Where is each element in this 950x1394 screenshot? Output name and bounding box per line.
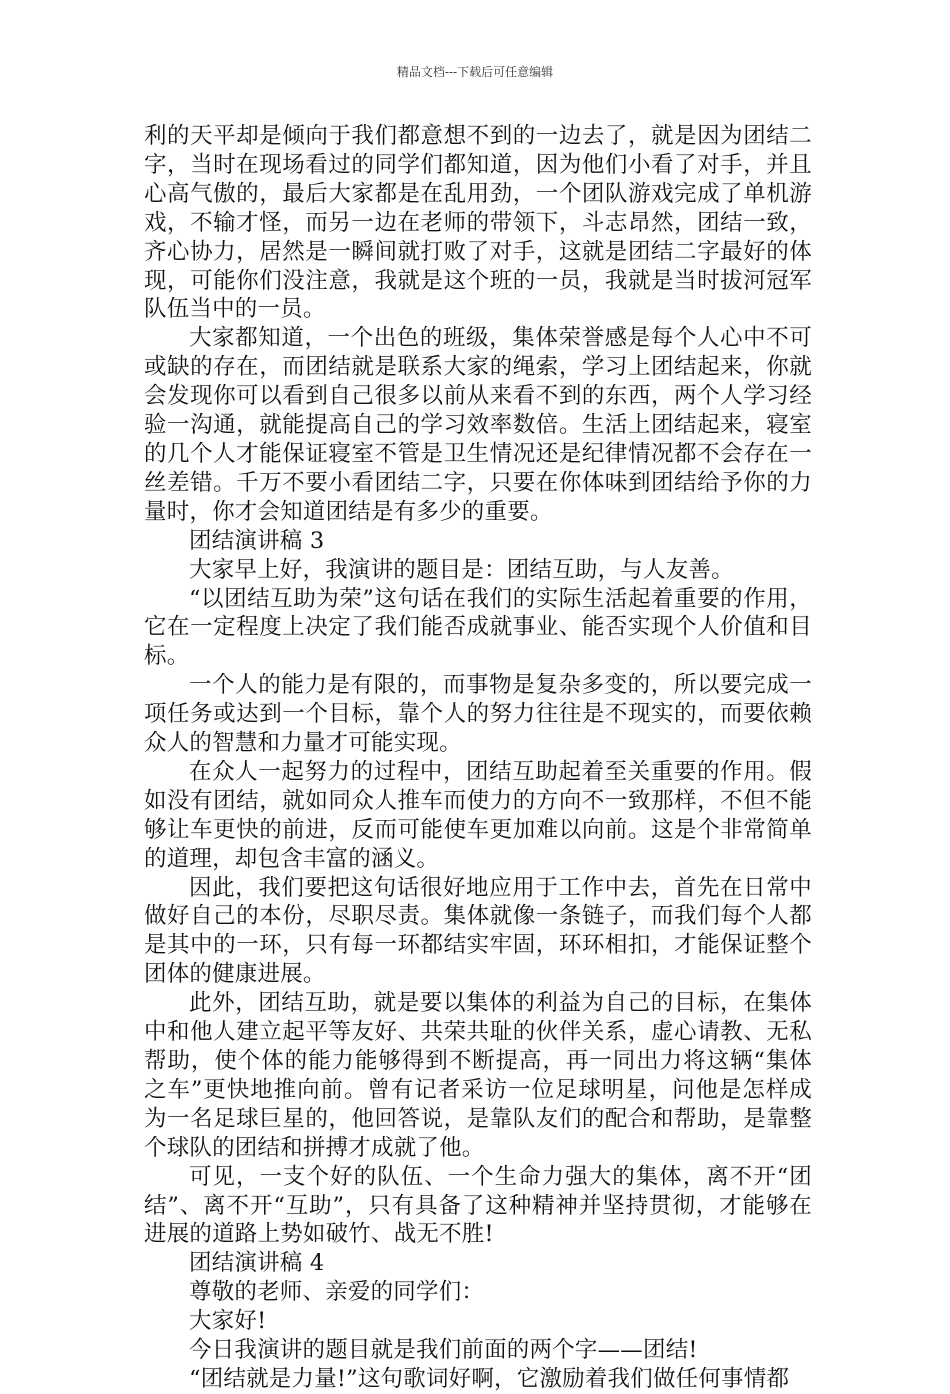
document-body <box>144 122 812 1394</box>
paragraph: “团结就是力量!”这句歌词好啊，它激励着我们做任何事情都 <box>189 1365 790 1392</box>
paragraph: 利的天平却是倾向于我们都意想不到的一边去了，就是因为团结二字，当时在现场看过的同学们都知道，因为他们小看了对手，并且心高气傲的，最后大家都是在乱用劲，一个团队游戏完成了单机游戏，不输才怪，而另一边在老师的带领下，斗志昂然，团结一致，齐心协力，居然是一瞬间就打败了对手，这就是团结二字最好的体现，可能你们没注意，我就是这个班的一员，我就是当时拔河冠军队伍当中的一员。 <box>144 123 812 323</box>
paragraph: 一个人的能力是有限的，而事物是复杂多变的，所以要完成一项任务或达到一个目标，靠个人的努力往往是不现实的，而要依赖众人的智慧和力量才可能实现。 <box>144 672 812 757</box>
paragraph: 在众人一起努力的过程中，团结互助起着至关重要的作用。假如没有团结，就如同众人推车而使力的方向不一致那样，不但不能够让车更快的前进，反而可能使车更加难以向前。这是个非常简单的道理，却包含丰富的涵义。 <box>144 758 812 872</box>
salutation: 尊敬的老师、亲爱的同学们： <box>189 1279 485 1306</box>
section-title: 团结演讲稿 4 <box>189 1250 325 1277</box>
greeting: 大家好! <box>189 1308 267 1335</box>
paragraph: 大家都知道，一个出色的班级，集体荣誉感是每个人心中不可或缺的存在，而团结就是联系大家的绳索，学习上团结起来，你就会发现你可以看到自己很多以前从来看不到的东西，两个人学习经验一沟通，就能提高自己的学习效率数倍。生活上团结起来，寝室的几个人才能保证寝室不管是卫生情况还是纪律情况都不会存在一丝差错。千万不要小看团结二字，只要在你体味到团结给予你的力量时，你才会知道团结是有多少的重要。 <box>144 325 812 525</box>
paragraph: 可见，一支个好的队伍、一个生命力强大的集体，离不开“团结”、离不开“互助”，只有具备了这种精神并坚持贯彻，才能够在进展的道路上势如破竹、战无不胜! <box>144 1163 812 1248</box>
paragraph: 大家早上好，我演讲的题目是：团结互助，与人友善。 <box>189 556 734 583</box>
paragraph: 今日我演讲的题目就是我们前面的两个字——团结! <box>189 1337 698 1364</box>
paragraph: “以团结互助为荣”这句话在我们的实际生活起着重要的作用，它在一定程度上决定了我们能否成就事业、能否实现个人价值和目标。 <box>144 585 812 670</box>
paragraph: 此外，团结互助，就是要以集体的利益为自己的目标，在集体中和他人建立起平等友好、共荣共耻的伙伴关系，虚心请教、无私帮助，使个体的能力能够得到不断提高，再一同出力将这辆“集体之车”更快地推向前。曾有记者采访一位足球明星，问他是怎样成为一名足球巨星的，他回答说，是靠队友们的配合和帮助，是靠整个球队的团结和拼搏才成就了他。 <box>144 990 812 1161</box>
section-title: 团结演讲稿 3 <box>189 527 325 554</box>
page-header: 精品文档---下载后可任意编辑 <box>396 65 554 79</box>
paragraph: 因此，我们要把这句话很好地应用于工作中去，首先在日常中做好自己的本份，尽职尽责。集体就像一条链子，而我们每个人都是其中的一环，只有每一环都结实牢固，环环相扣，才能保证整个团体的健康进展。 <box>144 874 812 988</box>
